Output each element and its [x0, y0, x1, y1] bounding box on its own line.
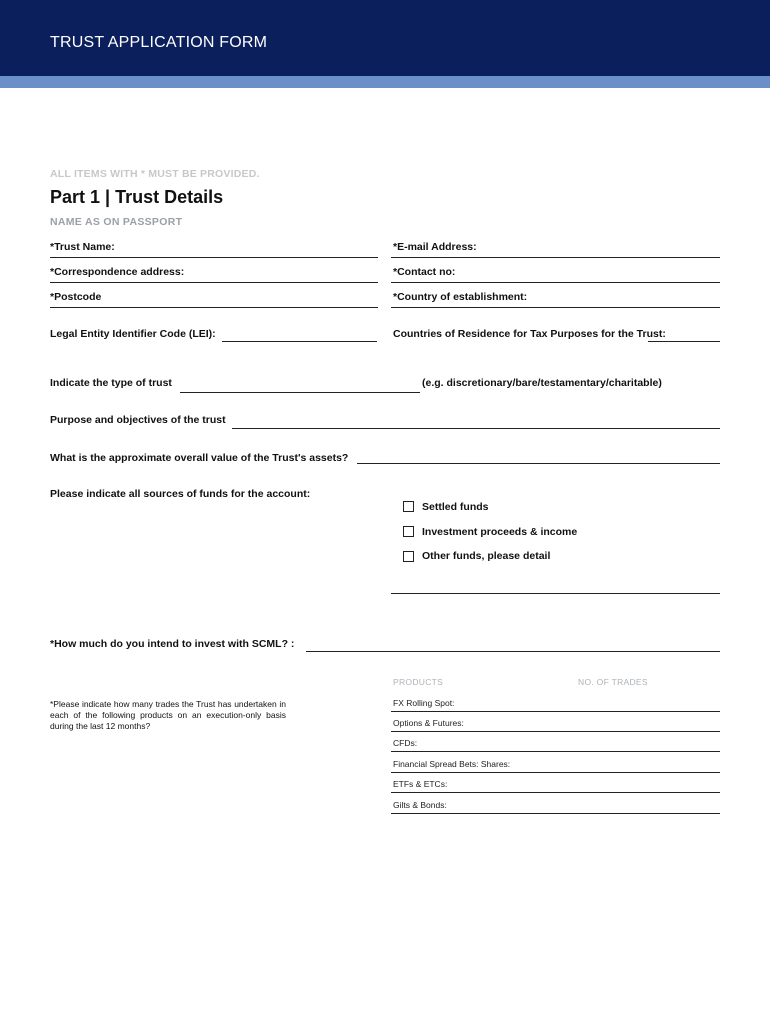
- header-stripe: [0, 76, 770, 88]
- other-funds-detail-field[interactable]: [391, 593, 720, 594]
- products-column-header: PRODUCTS: [393, 677, 444, 687]
- trust-type-hint: (e.g. discretionary/bare/testamentary/charitable): [422, 377, 662, 389]
- product-cfds-field[interactable]: [391, 751, 720, 752]
- product-fx-label: FX Rolling Spot:: [393, 698, 455, 708]
- product-etfs-label: ETFs & ETCs:: [393, 779, 448, 789]
- other-funds-checkbox[interactable]: [403, 551, 414, 562]
- asset-value-field[interactable]: [357, 463, 720, 464]
- product-gilts-label: Gilts & Bonds:: [393, 800, 447, 810]
- trades-column-header: NO. OF TRADES: [578, 677, 648, 687]
- form-title: TRUST APPLICATION FORM: [50, 34, 268, 51]
- lei-label: Legal Entity Identifier Code (LEI):: [50, 328, 216, 340]
- email-label: *E-mail Address:: [393, 241, 477, 253]
- country-label: *Country of establishment:: [393, 291, 528, 303]
- trades-instruction: *Please indicate how many trades the Trust has undertaken in each of the following products on an execution-only basis during the last 12 months?: [50, 699, 286, 731]
- invest-amount-label: *How much do you intend to invest with SCML? :: [50, 638, 295, 650]
- tax-residence-label: Countries of Residence for Tax Purposes for the Trust:: [393, 328, 666, 340]
- product-etfs-field[interactable]: [391, 792, 720, 793]
- invest-amount-field[interactable]: [306, 651, 720, 652]
- mandatory-note: ALL ITEMS WITH * MUST BE PROVIDED.: [50, 168, 260, 180]
- tax-residence-field[interactable]: [648, 341, 720, 342]
- purpose-field[interactable]: [232, 428, 720, 429]
- settled-funds-checkbox[interactable]: [403, 501, 414, 512]
- product-options-field[interactable]: [391, 731, 720, 732]
- contact-field[interactable]: [391, 282, 720, 283]
- settled-funds-label: Settled funds: [422, 501, 489, 513]
- purpose-label: Purpose and objectives of the trust: [50, 414, 226, 426]
- postcode-label: *Postcode: [50, 291, 102, 303]
- investment-proceeds-label: Investment proceeds & income: [422, 526, 578, 538]
- product-spread-bets-label: Financial Spread Bets: Shares:: [393, 759, 511, 769]
- investment-proceeds-checkbox[interactable]: [403, 526, 414, 537]
- product-gilts-field[interactable]: [391, 813, 720, 814]
- product-fx-field[interactable]: [391, 711, 720, 712]
- correspondence-field[interactable]: [50, 282, 378, 283]
- correspondence-label: *Correspondence address:: [50, 266, 185, 278]
- trust-name-field[interactable]: [50, 257, 378, 258]
- product-spread-bets-field[interactable]: [391, 772, 720, 773]
- trust-type-label: Indicate the type of trust: [50, 377, 172, 389]
- asset-value-label: What is the approximate overall value of the Trust's assets?: [50, 452, 349, 464]
- other-funds-label: Other funds, please detail: [422, 550, 551, 562]
- sources-label: Please indicate all sources of funds for the account:: [50, 488, 311, 500]
- header-bar: [0, 0, 770, 76]
- product-cfds-label: CFDs:: [393, 738, 418, 748]
- subheading: NAME AS ON PASSPORT: [50, 216, 183, 228]
- postcode-field[interactable]: [50, 307, 378, 308]
- lei-field[interactable]: [222, 341, 377, 342]
- part-title: Part 1 | Trust Details: [50, 187, 224, 207]
- product-options-label: Options & Futures:: [393, 718, 464, 728]
- email-field[interactable]: [391, 257, 720, 258]
- country-field[interactable]: [391, 307, 720, 308]
- contact-label: *Contact no:: [393, 266, 456, 278]
- trust-type-field[interactable]: [180, 392, 420, 393]
- trust-name-label: *Trust Name:: [50, 241, 115, 253]
